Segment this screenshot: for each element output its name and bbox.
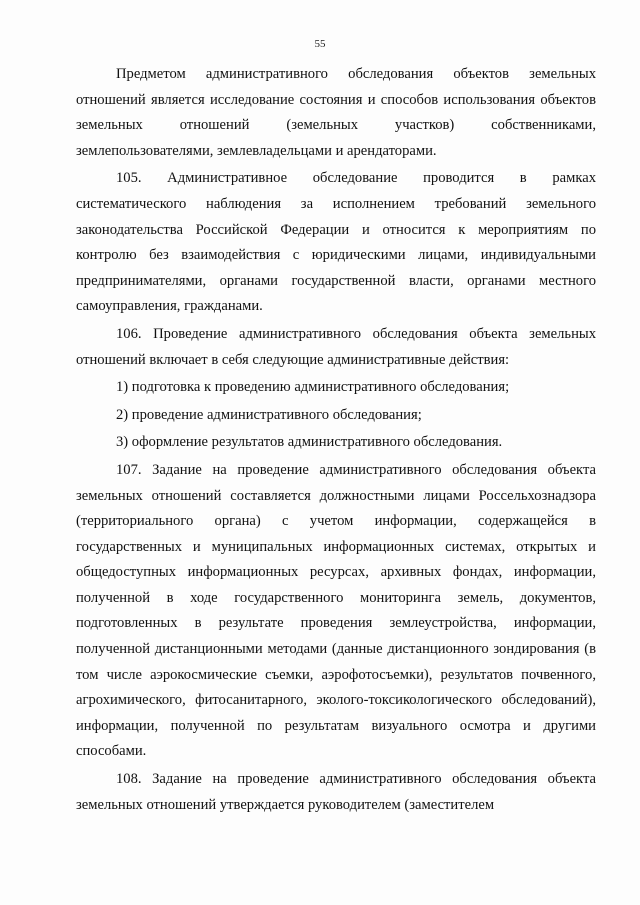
paragraph-107: 107. Задание на проведение административного обследования объекта земельных отношений составляется должностными лицами Россельхознадзора (территориального органа) с учетом информации, содержащейся в государственных и муниципальных информационных системах, открытых и общедоступных информационных ресурсах, архивных фондах, информации, полученной в ходе государственного мониторинга земель, документов, подготовленных в результате проведения землеустройства, информации, полученной дистанционными методами (данные дистанционного зондирования (в том числе аэрокосмические съемки, аэрофотосъемки), результатов почвенного, агрохимического, фитосанитарного, эколого-токсикологического обследований), информации, полученной по результатам визуального осмотра и другими способами. (76, 461, 596, 760)
paragraph-106: 106. Проведение административного обследования объекта земельных отношений включает в себя следующие административные действия: (76, 325, 596, 368)
paragraph-intro: Предметом административного обследования объектов земельных отношений является исследование состояния и способов использования объектов земельных отношений (земельных участков) собственниками, землепользователями, землевладельцами и арендаторами. (76, 66, 596, 159)
document-body (76, 62, 596, 820)
list-item-3: 3) оформление результатов административного обследования. (116, 434, 503, 451)
page-number: 55 (314, 38, 326, 50)
list-item-2: 2) проведение административного обследования; (116, 406, 422, 423)
paragraph-108: 108. Задание на проведение административного обследования объекта земельных отношений утверждается руководителем (заместителем (76, 771, 596, 813)
list-item-1: 1) подготовка к проведению административного обследования; (116, 379, 510, 396)
paragraph-105: 105. Административное обследование проводится в рамках систематического наблюдения за исполнением требований земельного законодательства Российской Федерации и относится к мероприятиям по контролю без взаимодействия с юридическими лицами, индивидуальными предпринимателями, органами государственной власти, органами местного самоуправления, гражданами. (76, 170, 596, 315)
